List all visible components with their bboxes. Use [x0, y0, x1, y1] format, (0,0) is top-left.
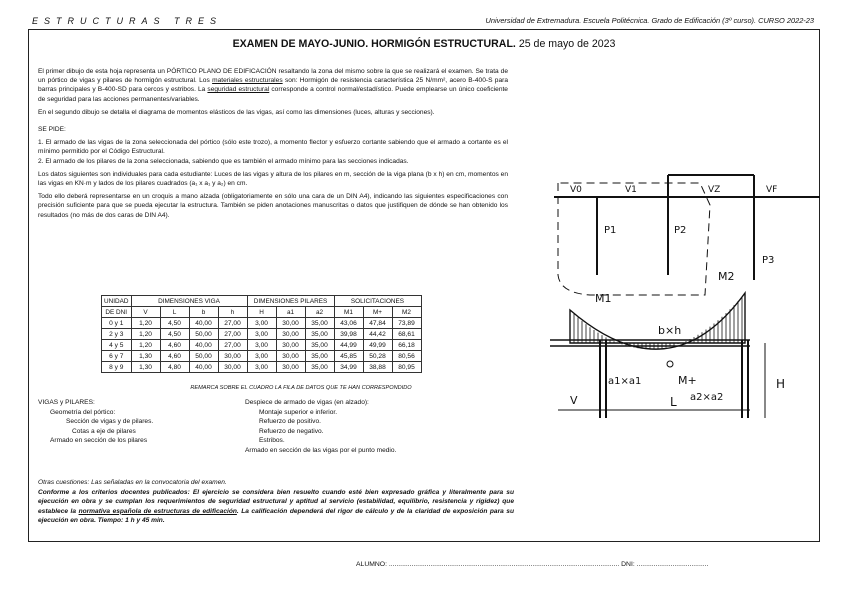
table-cell: 4,60	[160, 340, 189, 351]
table-cell: 30,00	[276, 351, 305, 362]
table-cell: 80,56	[392, 351, 421, 362]
p1-part-b: son: Hormigón de resistencia característica 25 N/mm², acero B-400-S para barras principales y B-400-SD para cercos y estribos. La	[38, 77, 509, 94]
table-cell: 6 y 7	[102, 351, 132, 362]
label-a2: a2×a2	[690, 392, 724, 403]
table-cell: 1,30	[131, 351, 160, 362]
table-cell: 3,00	[247, 329, 276, 340]
table-group-header-row	[102, 296, 422, 307]
table-cell: 0 y 1	[102, 318, 132, 329]
dni-field[interactable]: DNI: ......................................	[621, 561, 709, 568]
table-cell: 34,99	[334, 362, 363, 373]
label-l: L	[670, 395, 677, 409]
group-header-solicitaciones: SOLICITACIONES	[334, 296, 421, 307]
list-left-item: Sección de vigas y de pilares.	[66, 418, 154, 426]
label-p3: P3	[762, 255, 775, 266]
intro-paragraph-1	[38, 67, 508, 104]
table-cell: 40,00	[189, 362, 218, 373]
label-vz: VZ	[708, 185, 721, 195]
list-right-item: Montaje superior e inferior.	[259, 408, 338, 416]
exam-title	[0, 38, 848, 50]
task-item-2: 2. El armado de los pilares de la zona seleccionada, sabiendo que es también el armado mínimo para las secciones indicadas.	[38, 157, 409, 165]
materials-link-text: materiales estructurales	[212, 77, 283, 85]
table-cell: 49,99	[363, 340, 392, 351]
list-right-item: Refuerzo de negativo.	[259, 427, 324, 435]
column-header: a2	[305, 307, 334, 318]
column-header: M2	[392, 307, 421, 318]
criteria-paragraph	[38, 488, 514, 526]
table-cell: 50,00	[189, 351, 218, 362]
table-cell: 4,80	[160, 362, 189, 373]
group-header-viga: DIMENSIONES VIGA	[131, 296, 247, 307]
exam-title-main: EXAMEN DE MAYO-JUNIO. HORMIGÓN ESTRUCTURAL.	[232, 38, 516, 50]
label-p1: P1	[604, 225, 617, 236]
table-cell: 40,00	[189, 340, 218, 351]
list-right-heading: Despiece de armado de vigas (en alzado):	[245, 399, 369, 406]
label-h: H	[776, 377, 786, 391]
column-header: M1	[334, 307, 363, 318]
table-cell: 47,84	[363, 318, 392, 329]
student-fields	[356, 561, 708, 568]
table-cell: 30,00	[276, 340, 305, 351]
table-cell: 35,00	[305, 351, 334, 362]
table-row	[102, 340, 422, 351]
list-right-item: Estribos.	[259, 437, 285, 445]
table-cell: 3,00	[247, 318, 276, 329]
se-pide-heading: SE PIDE:	[38, 126, 66, 134]
table-cell: 30,00	[276, 362, 305, 373]
table-cell: 30,00	[276, 318, 305, 329]
label-a1: a1×a1	[608, 376, 642, 387]
label-vf: VF	[766, 185, 778, 195]
table-cell: 4 y 5	[102, 340, 132, 351]
table-cell: 4,50	[160, 318, 189, 329]
table-cell: 35,00	[305, 329, 334, 340]
list-left-item: Cotas a eje de pilares	[72, 427, 136, 435]
max-positive-point	[667, 361, 673, 367]
p1-part-a: El primer dibujo de esta hoja representa un PÓRTICO PLANO DE EDIFICACIÓN resaltando la zona del mismo sobre la que se realizará el examen. Se trata de un pórtico de vigas y pilares de hormigón estructural. Los	[38, 68, 508, 85]
student-data-table	[101, 295, 422, 373]
criteria-part-b: . La calificación dependerá del rigor de cálculo y de la claridad de exposición para su ejecución en obra. Tiempo: 1 h y 45 min.	[38, 507, 514, 525]
table-cell: 35,00	[305, 340, 334, 351]
list-right-item: Refuerzo de positivo.	[259, 418, 321, 426]
table-cell: 73,89	[392, 318, 421, 329]
other-questions: Otras cuestiones: Las señaladas en la convocatoria del examen.	[38, 479, 227, 486]
table-cell: 40,00	[189, 318, 218, 329]
table-cell: 66,18	[392, 340, 421, 351]
table-cell: 50,00	[189, 329, 218, 340]
column-header: h	[218, 307, 247, 318]
table-cell: 4,60	[160, 351, 189, 362]
table-cell: 27,00	[218, 340, 247, 351]
p1-part-c: corresponde a control normal/estadístico. Puede emplearse un único coeficiente de seguridad para las acciones permanentes/variables.	[38, 86, 508, 103]
moment-diagram	[540, 268, 830, 438]
intro-text	[38, 67, 508, 224]
exam-date: 25 de mayo de 2023	[518, 38, 616, 50]
column-header: M+	[363, 307, 392, 318]
table-cell: 30,00	[218, 351, 247, 362]
intro-paragraph-2: En el segundo dibujo se detalla el diagrama de momentos elásticos de las vigas, así como las dimensiones (luces, alturas y secciones).	[38, 108, 435, 116]
table-cell: 30,00	[218, 362, 247, 373]
table-note: REMARCA SOBRE EL CUADRO LA FILA DE DATOS QUE TE HAN CORRESPONDIDO	[190, 385, 412, 391]
column-header: DE DNI	[102, 307, 132, 318]
table-cell: 3,00	[247, 362, 276, 373]
label-v: V	[570, 394, 578, 407]
label-mplus: M+	[678, 374, 697, 387]
table-body	[102, 318, 422, 373]
table-row	[102, 362, 422, 373]
table-row	[102, 318, 422, 329]
task-item-1: 1. El armado de las vigas de la zona seleccionada del pórtico (sólo este trozo), a momento flector y esfuerzo cortante sabiendo que el armado a cortante es el mínimo permitido por el Código Estructural.	[38, 139, 508, 156]
table-cell: 38,88	[363, 362, 392, 373]
normativa-text: normativa española de estructuras de edificación	[78, 507, 237, 515]
table-cell: 45,85	[334, 351, 363, 362]
column-header: a1	[276, 307, 305, 318]
institution-line: Universidad de Extremadura. Escuela Politécnica. Grado de Edificación (3º curso). CURSO 2022-23	[485, 16, 814, 25]
list-left-item: Armado en sección de los pilares	[50, 437, 148, 445]
table-cell: 4,50	[160, 329, 189, 340]
table-cell: 44,42	[363, 329, 392, 340]
label-v1: V1	[625, 185, 637, 195]
table-cell: 80,95	[392, 362, 421, 373]
list-right-item: Armado en sección de las vigas por el punto medio.	[245, 446, 397, 454]
course-title: ESTRUCTURAS TRES	[32, 16, 223, 26]
column-header: V	[131, 307, 160, 318]
column-header: H	[247, 307, 276, 318]
safety-link-text: seguridad estructural	[207, 86, 270, 94]
label-v0: V0	[570, 185, 582, 195]
table-row	[102, 329, 422, 340]
list-vigas-pilares	[38, 398, 153, 446]
label-bxh: b×h	[658, 324, 682, 337]
table-cell: 39,98	[334, 329, 363, 340]
table-cell: 44,99	[334, 340, 363, 351]
table-cell: 1,20	[131, 318, 160, 329]
table-cell: 50,28	[363, 351, 392, 362]
list-despiece	[245, 398, 396, 456]
alumno-field[interactable]: ALUMNO: ..........................................................................................................................	[356, 561, 620, 568]
intro-paragraph-4: Todo ello deberá representarse en un croquis a mano alzada (obligatoriamente en sólo una cara de un DIN A4), indicando las siguientes especificaciones con precisión suficiente para que se pueda ejecutar la estructura. También se piden anotaciones manuscritas o datos que justifiquen de dónde se han obtenido los resultados (no más de dos caras de DIN A4).	[38, 193, 508, 219]
label-m1: M1	[595, 292, 612, 305]
table-row	[102, 351, 422, 362]
table-column-header-row	[102, 307, 422, 318]
label-m2: M2	[718, 270, 735, 283]
table-cell: 43,06	[334, 318, 363, 329]
table-cell: 30,00	[276, 329, 305, 340]
table-cell: 2 y 3	[102, 329, 132, 340]
column-header: L	[160, 307, 189, 318]
table-cell: 35,00	[305, 362, 334, 373]
intro-paragraph-3: Los datos siguientes son individuales para cada estudiante: Luces de las vigas y altura de los pilares en m, sección de la viga plana (b x h) en cm, momentos en las vigas en KN·m y lados de los pilares cuadrados (a₁ x a₁ y a₂) en cm.	[38, 170, 508, 188]
label-p2: P2	[674, 225, 687, 236]
column-header: b	[189, 307, 218, 318]
table-cell: 68,61	[392, 329, 421, 340]
table-cell: 35,00	[305, 318, 334, 329]
table-cell: 3,00	[247, 351, 276, 362]
table-cell: 1,20	[131, 340, 160, 351]
table-cell: 27,00	[218, 318, 247, 329]
table-cell: 27,00	[218, 329, 247, 340]
criteria-part-a: Conforme a los criterios docentes publicados: El ejercicio se considera bien resuelto cuando esté bien expresado gráfica y literalmente para su ejecución en obra y se cumplan los requerimientos de seguridad estructural y aptitud al servicio (estabilidad, equilibrio, resistencia y rigidez) que establece la	[38, 488, 514, 515]
table-cell: 8 y 9	[102, 362, 132, 373]
group-header-pilares: DIMENSIONES PILARES	[247, 296, 334, 307]
list-left-item: Geometría del pórtico:	[50, 408, 116, 416]
table-cell: 3,00	[247, 340, 276, 351]
closing-text	[38, 478, 514, 526]
group-header-unidad: UNIDAD	[102, 296, 132, 307]
list-left-heading: VIGAS y PILARES:	[38, 399, 95, 406]
table-cell: 1,30	[131, 362, 160, 373]
table-cell: 1,20	[131, 329, 160, 340]
